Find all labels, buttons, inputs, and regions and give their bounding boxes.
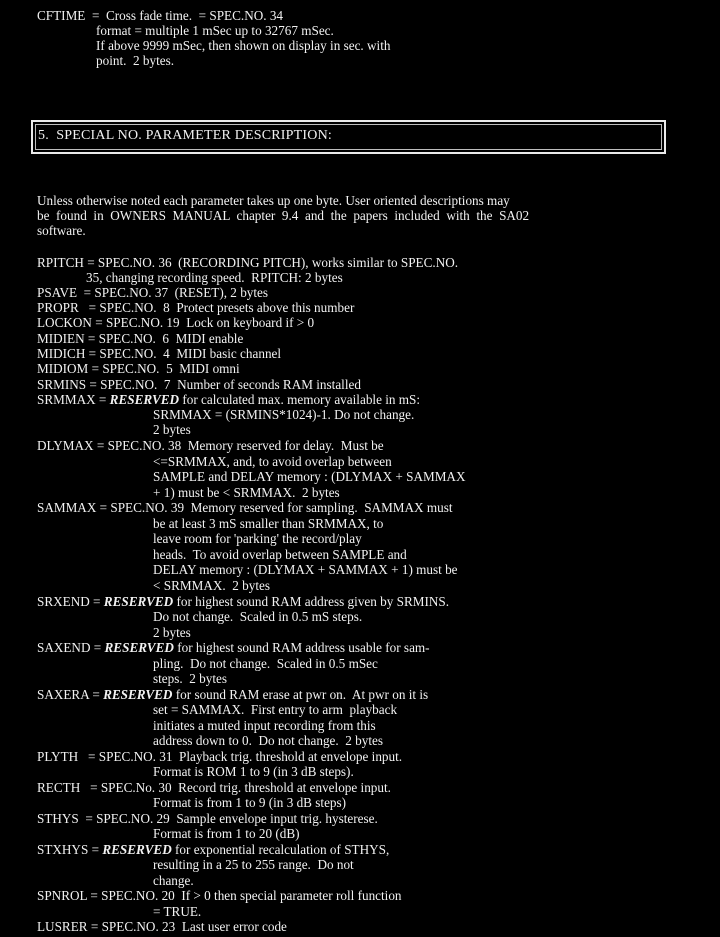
param-midiom: MIDIOM = SPEC.NO. 5 MIDI omni bbox=[37, 361, 240, 376]
intro-line-3: software. bbox=[37, 223, 86, 238]
param-sammax-cont-1: be at least 3 mS smaller than SRMMAX, to bbox=[153, 516, 384, 531]
param-sammax-cont-5: < SRMMAX. 2 bytes bbox=[153, 578, 270, 593]
param-recth-cont: Format is from 1 to 9 (in 3 dB steps) bbox=[153, 795, 347, 810]
reserved-label: RESERVED bbox=[103, 687, 173, 702]
reserved-label: RESERVED bbox=[109, 392, 180, 407]
param-stxhys-cont-1: resulting in a 25 to 255 range. Do not bbox=[153, 857, 354, 872]
param-saxera-cont-1: set = SAMMAX. First entry to arm playback bbox=[153, 702, 398, 717]
param-rpitch: RPITCH = SPEC.NO. 36 (RECORDING PITCH), works similar to SPEC.NO. bbox=[37, 255, 459, 270]
cftime-line-1: CFTIME = Cross fade time. = SPEC.NO. 34 bbox=[37, 8, 284, 23]
param-srxend: SRXEND = RESERVED for highest sound RAM address given by SRMINS. bbox=[37, 594, 450, 609]
intro-line-1: Unless otherwise noted each parameter takes up one byte. User oriented descriptions may bbox=[37, 193, 510, 208]
section-title: 5. SPECIAL NO. PARAMETER DESCRIPTION: bbox=[38, 128, 332, 143]
param-saxend-cont-2: steps. 2 bytes bbox=[153, 671, 227, 686]
reserved-label: RESERVED bbox=[103, 594, 174, 609]
param-saxend: SAXEND = RESERVED for highest sound RAM address usable for sam- bbox=[37, 640, 430, 655]
intro-line-2: be found in OWNERS MANUAL chapter 9.4 and the papers included with the SA02 bbox=[37, 208, 530, 223]
param-sammax: SAMMAX = SPEC.NO. 39 Memory reserved for sampling. SAMMAX must bbox=[37, 500, 453, 515]
param-sthys-cont: Format is from 1 to 20 (dB) bbox=[153, 826, 300, 841]
cftime-line-3: If above 9999 mSec, then shown on display in sec. with bbox=[96, 38, 391, 53]
param-srxend-cont-1: Do not change. Scaled in 0.5 mS steps. bbox=[153, 609, 363, 624]
param-dlymax-cont-1: <=SRMMAX, and, to avoid overlap between bbox=[153, 454, 392, 469]
param-srmmax-cont-2: 2 bytes bbox=[153, 422, 191, 437]
param-psave: PSAVE = SPEC.NO. 37 (RESET), 2 bytes bbox=[37, 285, 269, 300]
param-srmmax-cont-1: SRMMAX = (SRMINS*1024)-1. Do not change. bbox=[153, 407, 415, 422]
cftime-line-4: point. 2 bytes. bbox=[96, 53, 175, 68]
param-lusrer: LUSRER = SPEC.NO. 23 Last user error code bbox=[37, 919, 287, 934]
param-srmins: SRMINS = SPEC.NO. 7 Number of seconds RAM installed bbox=[37, 377, 361, 392]
param-saxend-cont-1: pling. Do not change. Scaled in 0.5 mSec bbox=[153, 656, 378, 671]
param-srxend-cont-2: 2 bytes bbox=[153, 625, 191, 640]
param-srmmax: SRMMAX = RESERVED for calculated max. memory available in mS: bbox=[37, 392, 421, 407]
cftime-line-2: format = multiple 1 mSec up to 32767 mSec. bbox=[96, 23, 334, 38]
param-stxhys-cont-2: change. bbox=[153, 873, 194, 888]
param-recth: RECTH = SPEC.No. 30 Record trig. threshold at envelope input. bbox=[37, 780, 391, 795]
param-stxhys: STXHYS = RESERVED for exponential recalculation of STHYS, bbox=[37, 842, 390, 857]
param-sammax-cont-4: DELAY memory : (DLYMAX + SAMMAX + 1) must be bbox=[153, 562, 458, 577]
param-dlymax-cont-2: SAMPLE and DELAY memory : (DLYMAX + SAMMAX bbox=[153, 469, 466, 484]
param-plyth-cont: Format is ROM 1 to 9 (in 3 dB steps). bbox=[153, 764, 354, 779]
param-midich: MIDICH = SPEC.NO. 4 MIDI basic channel bbox=[37, 346, 282, 361]
param-saxera-cont-3: address down to 0. Do not change. 2 bytes bbox=[153, 733, 384, 748]
param-rpitch-cont: 35, changing recording speed. RPITCH: 2 bytes bbox=[86, 270, 343, 285]
reserved-label: RESERVED bbox=[102, 842, 172, 857]
reserved-label: RESERVED bbox=[104, 640, 174, 655]
param-dlymax-cont-3: + 1) must be < SRMMAX. 2 bytes bbox=[153, 485, 340, 500]
param-sammax-cont-3: heads. To avoid overlap between SAMPLE and bbox=[153, 547, 407, 562]
param-spnrol-cont: = TRUE. bbox=[153, 904, 202, 919]
param-propr: PROPR = SPEC.NO. 8 Protect presets above this number bbox=[37, 300, 355, 315]
param-saxera-cont-2: initiates a muted input recording from this bbox=[153, 718, 376, 733]
param-midien: MIDIEN = SPEC.NO. 6 MIDI enable bbox=[37, 331, 244, 346]
param-plyth: PLYTH = SPEC.NO. 31 Playback trig. threshold at envelope input. bbox=[37, 749, 403, 764]
param-spnrol: SPNROL = SPEC.NO. 20 If > 0 then special parameter roll function bbox=[37, 888, 402, 903]
param-sthys: STHYS = SPEC.NO. 29 Sample envelope input trig. hysterese. bbox=[37, 811, 378, 826]
param-dlymax: DLYMAX = SPEC.NO. 38 Memory reserved for delay. Must be bbox=[37, 438, 384, 453]
param-saxera: SAXERA = RESERVED for sound RAM erase at pwr on. At pwr on it is bbox=[37, 687, 429, 702]
param-lockon: LOCKON = SPEC.NO. 19 Lock on keyboard if > 0 bbox=[37, 315, 315, 330]
param-sammax-cont-2: leave room for 'parking' the record/play bbox=[153, 531, 362, 546]
